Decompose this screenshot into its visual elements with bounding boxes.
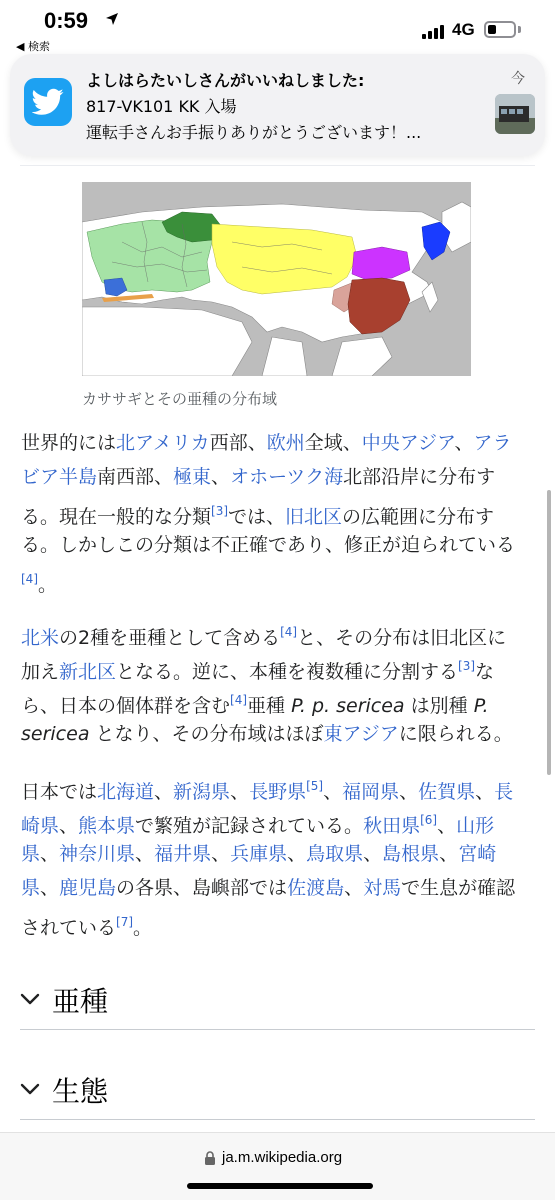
link-europe[interactable]: 欧州 xyxy=(266,432,305,454)
network-type: 4G xyxy=(452,20,475,39)
text-line xyxy=(21,460,531,494)
text: 、 xyxy=(211,466,231,488)
scientific-name: P. xyxy=(473,695,489,717)
link-far-east[interactable]: 極東 xyxy=(173,466,212,488)
text: は別種 xyxy=(404,695,474,717)
safari-url-bar[interactable] xyxy=(0,1132,555,1200)
text: 。 xyxy=(38,574,58,596)
text-line xyxy=(21,871,531,905)
link-miyazaki[interactable]: 宮崎 xyxy=(458,843,497,865)
divider xyxy=(20,165,535,166)
text: 、 xyxy=(287,843,307,865)
text: で繁殖が記録されている。 xyxy=(135,815,364,837)
scientific-name: P. p. sericea xyxy=(291,695,405,717)
citation-link[interactable]: [3] xyxy=(458,659,476,673)
link-miyazaki[interactable]: 県 xyxy=(21,877,41,899)
text: 、 xyxy=(135,843,155,865)
chevron-down-icon xyxy=(20,992,40,1006)
link-saga[interactable]: 佐賀県 xyxy=(418,781,476,803)
text-line xyxy=(21,803,531,837)
map-caption: カササギとその亜種の分布域 xyxy=(82,390,278,408)
text-line xyxy=(21,905,531,939)
notification-title: よしはらたいしさんがいいねしました: xyxy=(86,71,365,90)
link-sea-of-okhotsk[interactable]: オホーツク海 xyxy=(230,466,344,488)
text: 、 xyxy=(211,843,231,865)
section-ecology[interactable] xyxy=(20,1060,535,1120)
lock-icon xyxy=(204,1151,216,1165)
text: 、 xyxy=(399,781,419,803)
location-arrow-icon xyxy=(105,12,119,26)
text: 、 xyxy=(59,815,79,837)
link-yamagata[interactable]: 山形 xyxy=(456,815,495,837)
link-north-america-short[interactable]: 北米 xyxy=(21,627,60,649)
twitter-bird-icon xyxy=(32,88,64,116)
text-line xyxy=(21,683,531,717)
text-line xyxy=(21,649,531,683)
text: と、その分布は旧北区に xyxy=(297,627,507,649)
citation-link[interactable]: [7] xyxy=(116,915,134,929)
text: 、 xyxy=(344,877,364,899)
citation-link[interactable]: [5] xyxy=(306,779,324,793)
section-subspecies[interactable] xyxy=(20,970,535,1030)
text: 、 xyxy=(230,781,250,803)
link-fukui[interactable]: 福井県 xyxy=(154,843,212,865)
text: されている xyxy=(21,917,117,939)
text: で生息が確認 xyxy=(401,877,516,899)
distribution-map[interactable] xyxy=(82,182,471,376)
link-kagoshima[interactable]: 鹿児島 xyxy=(59,877,117,899)
chevron-down-icon xyxy=(20,1082,40,1096)
link-fukuoka[interactable]: 福岡県 xyxy=(342,781,400,803)
text-line xyxy=(21,769,531,803)
notification-time: 今 xyxy=(511,71,525,87)
link-east-asia[interactable]: 東アジア xyxy=(323,723,399,745)
text-line xyxy=(21,562,531,596)
link-nagasaki[interactable]: 崎県 xyxy=(21,815,60,837)
link-akita[interactable]: 秋田県 xyxy=(363,815,421,837)
section-title: 亜種 xyxy=(52,985,109,1018)
url-text[interactable]: ja.m.wikipedia.org xyxy=(222,1149,343,1166)
text: 北部沿岸に分布す xyxy=(343,466,496,488)
text: の2種を亜種として含める xyxy=(59,627,281,649)
link-nagano[interactable]: 長野県 xyxy=(249,781,307,803)
link-hyogo[interactable]: 兵庫県 xyxy=(230,843,288,865)
text: となり、その分布域はほぼ xyxy=(89,723,324,745)
text-line xyxy=(21,615,531,649)
link-arabian-peninsula[interactable]: ビア半島 xyxy=(21,466,98,488)
text: 、 xyxy=(40,843,60,865)
link-north-america[interactable]: 北アメリカ xyxy=(116,432,210,454)
section-title: 生態 xyxy=(52,1075,109,1108)
home-indicator[interactable] xyxy=(187,1183,373,1189)
text-line xyxy=(21,494,531,528)
text: 。 xyxy=(133,917,153,939)
link-shimane[interactable]: 島根県 xyxy=(382,843,440,865)
status-bar xyxy=(0,0,555,53)
citation-link[interactable]: [6] xyxy=(420,813,438,827)
text: ら、日本の個体群を含む xyxy=(21,695,231,717)
link-yamagata[interactable]: 県 xyxy=(21,843,41,865)
paragraph-taxonomy xyxy=(21,615,531,751)
text: 、 xyxy=(323,781,343,803)
text: 、 xyxy=(475,781,495,803)
text: 加え xyxy=(21,661,60,683)
citation-link[interactable]: [4] xyxy=(21,572,38,586)
text: 世界的には xyxy=(21,432,117,454)
notification-subtitle: 817-VK101 KK 入場 xyxy=(86,97,237,116)
link-niigata[interactable]: 新潟県 xyxy=(173,781,231,803)
link-kanagawa[interactable]: 神奈川県 xyxy=(59,843,136,865)
text: 南西部、 xyxy=(97,466,174,488)
text: となる。逆に、本種を複数種に分割する xyxy=(116,661,459,683)
paragraph-world-distribution xyxy=(21,426,531,596)
link-tottori[interactable]: 鳥取県 xyxy=(306,843,364,865)
scrollbar[interactable] xyxy=(547,490,551,775)
link-sado-island[interactable]: 佐渡島 xyxy=(287,877,345,899)
text: 、 xyxy=(154,781,174,803)
section-divider xyxy=(20,1119,535,1120)
text: 全域、 xyxy=(304,432,362,454)
citation-link[interactable]: [4] xyxy=(280,625,298,639)
text: 亜種 xyxy=(247,695,292,717)
citation-link[interactable]: [3] xyxy=(211,504,229,518)
section-divider xyxy=(20,1029,535,1030)
link-tsushima[interactable]: 対馬 xyxy=(363,877,402,899)
notification-body: 運転手さんお手振りありがとうございます！... xyxy=(86,123,422,142)
text-line xyxy=(21,717,531,751)
text: 、 xyxy=(439,843,459,865)
battery-nub xyxy=(518,26,521,33)
status-time: 0:59 xyxy=(44,8,89,33)
battery-icon xyxy=(484,21,516,38)
text-line: る。しかしこの分類は不正確であり、修正が迫られている xyxy=(21,534,516,556)
text: に限られる。 xyxy=(398,723,513,745)
link-kumamoto[interactable]: 熊本県 xyxy=(78,815,136,837)
text: では、 xyxy=(228,506,286,528)
text: の各県、島嶼部では xyxy=(116,877,288,899)
text-line xyxy=(21,426,531,460)
link-nearctic[interactable]: 新北区 xyxy=(59,661,117,683)
link-central-asia[interactable]: 中央アジア xyxy=(361,432,455,454)
link-arabian-peninsula[interactable]: アラ xyxy=(473,432,512,454)
text: る。現在一般的な分類 xyxy=(21,506,212,528)
text: 、 xyxy=(437,815,457,837)
back-to-app-button[interactable]: ◀ 検索 xyxy=(16,40,50,53)
cellular-signal-icon xyxy=(422,25,446,39)
notification-banner[interactable] xyxy=(10,54,545,156)
citation-link[interactable]: [4] xyxy=(230,693,248,707)
text: 、 xyxy=(454,432,474,454)
notification-thumbnail xyxy=(495,94,535,134)
text: 西部、 xyxy=(209,432,267,454)
twitter-app-icon xyxy=(24,78,72,126)
text: 日本では xyxy=(21,781,98,803)
text: 、 xyxy=(40,877,60,899)
link-nagasaki[interactable]: 長 xyxy=(494,781,514,803)
text: 、 xyxy=(363,843,383,865)
scientific-name: sericea xyxy=(21,723,90,745)
text: な xyxy=(475,661,495,683)
text: の広範囲に分布す xyxy=(342,506,495,528)
link-hokkaido[interactable]: 北海道 xyxy=(97,781,155,803)
link-palearctic[interactable]: 旧北区 xyxy=(285,506,343,528)
text-line xyxy=(21,837,531,871)
paragraph-japan-distribution xyxy=(21,769,531,939)
